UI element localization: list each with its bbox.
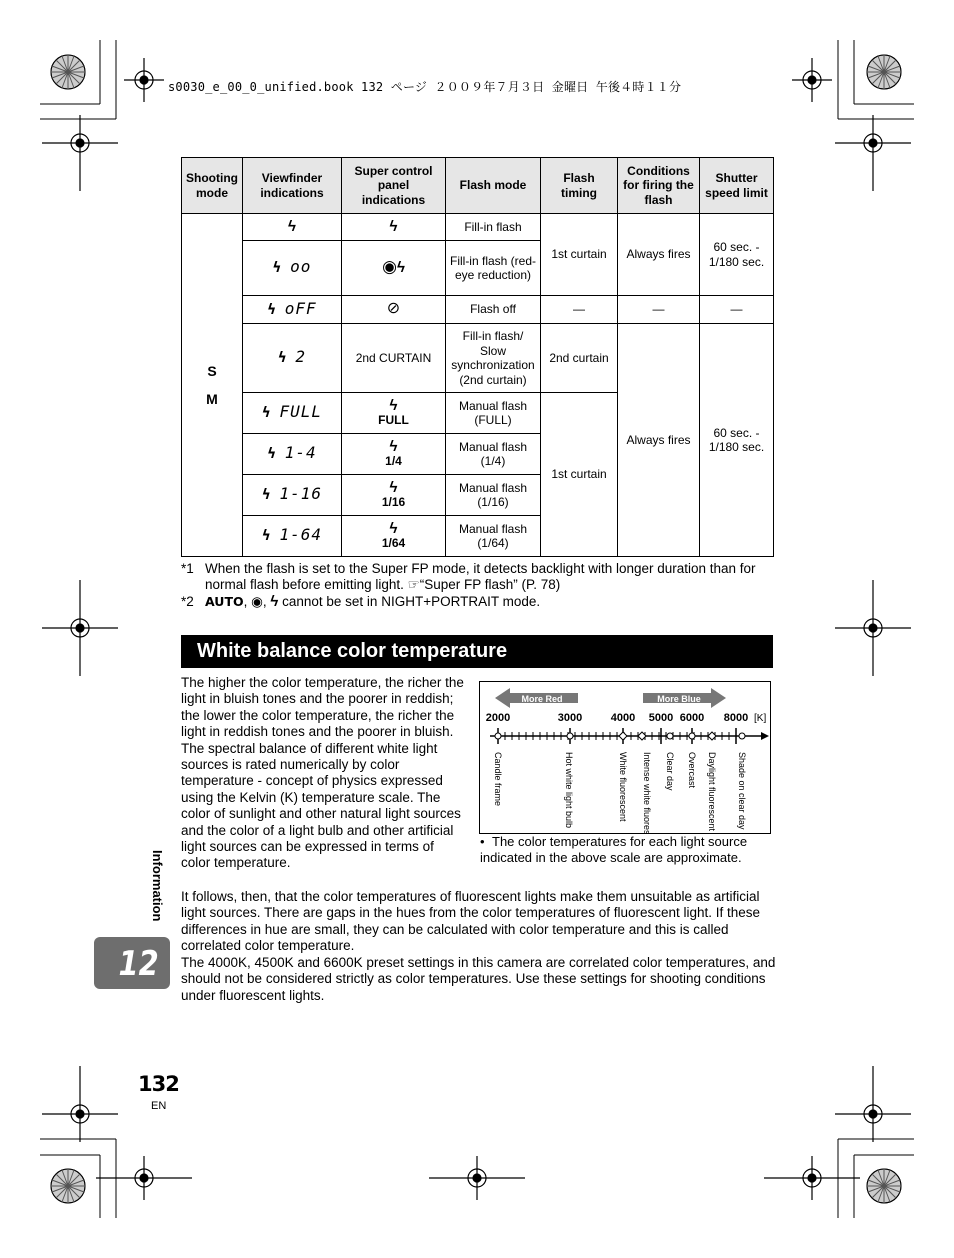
- body-paragraph-1: The higher the color temperature, the richer the light in bluish tones and the poorer in reddish; the lower the color temperature, the richer the light in reddish tones and the poorer in bluish. The spectral balance of different white light sources is rated numerically by color temperature - concept of physics expressed using the Kelvin (K) temperature scale. The color of sunlight and other natural light sources and the color of a light bulb and other artificial light sources can be expressed in terms of color temperature.: [181, 675, 464, 871]
- scale-note-text: The color temperatures for each light source indicated in the above scale are approximate.: [480, 834, 748, 865]
- source-label: Candle frame: [493, 752, 503, 807]
- marker-overcast: [689, 733, 695, 739]
- footnote-number: *2: [181, 594, 194, 609]
- flash-icon: ϟ: [389, 437, 398, 455]
- flash-icon: ϟ: [389, 217, 398, 235]
- scp-cell: [342, 214, 446, 241]
- body-paragraph-3: The 4000K, 4500K and 6600K preset settings in this camera are correlated color temperatures, and should not be considered strictly as color temperatures. Use these settings for shooting conditions under fluorescent lights.: [181, 955, 776, 1003]
- col-header-super-control-panel: Super control panel indications: [342, 158, 446, 214]
- more-red-label: More Red: [521, 694, 563, 704]
- vf-cell: [243, 241, 342, 296]
- tick-label: 8000: [723, 712, 749, 724]
- scp-label: FULL: [378, 413, 409, 427]
- vf-cell: [243, 434, 342, 475]
- shutter-limit-cell: 60 sec. - 1/180 sec.: [700, 214, 774, 296]
- flash-mode-cell: Fill-in flash: [446, 214, 541, 241]
- scale-note: • The color temperatures for each light source indicated in the above scale are approximate.: [480, 834, 748, 865]
- flash-icon: ϟ: [389, 519, 398, 537]
- source-label: Overcast: [687, 752, 697, 789]
- auto-label: AUTO: [205, 594, 244, 609]
- vf-indication: 1-16: [279, 484, 322, 504]
- col-header-conditions: Conditions for firing the flash: [618, 158, 700, 214]
- file-header-line: s0030_e_00_0_unified.book 132 ページ ２００９年７月３日 金曜日 午後４時１１分: [168, 80, 682, 94]
- footnote-number: *1: [181, 561, 194, 576]
- marker-shade: [739, 733, 745, 739]
- table-row: [182, 324, 774, 393]
- body-paragraph-2: It follows, then, that the color temperatures of fluorescent lights make them unsuitable as artificial light sources. There are gaps in the hues from the color temperatures of fluorescent light. If these differences in hue are small, they can be calculated with color temperature and this is called correlated color temperature.: [181, 889, 761, 954]
- page-number: 132: [138, 1072, 179, 1096]
- flash-icon: ϟ: [262, 405, 272, 422]
- flash-icon: ϟ: [262, 487, 272, 504]
- flash-mode-table: [181, 157, 774, 557]
- flash-icon: ϟ: [389, 478, 398, 496]
- conditions-cell: Always fires: [618, 214, 700, 296]
- red-eye-icon: ◉: [382, 257, 397, 277]
- flash-mode-cell: Fill-in flash (red-eye reduction): [446, 241, 541, 296]
- section-heading-bar: [181, 635, 773, 668]
- scp-label: 1/64: [381, 536, 406, 550]
- col-header-viewfinder: Viewfinder indications: [243, 158, 342, 214]
- more-blue-label: More Blue: [657, 694, 701, 704]
- flash-icon: ϟ: [389, 396, 398, 414]
- vf-indication: 1-64: [279, 525, 322, 545]
- flash-timing-cell: —: [541, 296, 618, 324]
- flash-mode-cell: Manual flash (FULL): [446, 393, 541, 434]
- col-header-shooting-mode: Shooting mode: [182, 158, 243, 214]
- conditions-cell: Always fires: [618, 324, 700, 557]
- marker-white-fluorescent: [619, 732, 627, 740]
- conditions-cell: —: [618, 296, 700, 324]
- footnote-2: *2 AUTO, ◉, ϟ cannot be set in NIGHT+PORTRAIT mode.: [181, 593, 541, 610]
- footnote-1: [181, 561, 776, 595]
- vf-cell: [243, 296, 342, 324]
- section-title: White balance color temperature: [197, 640, 508, 662]
- flash-off-icon: ⊘: [386, 300, 401, 318]
- tick-label: 4000: [610, 712, 636, 724]
- flash-icon: ϟ: [272, 260, 283, 277]
- scp-cell: 2nd CURTAIN: [342, 324, 446, 393]
- scp-cell: [342, 516, 446, 557]
- vf-cell: [243, 324, 342, 393]
- flash-icon: ϟ: [262, 528, 272, 545]
- language-code: EN: [151, 1100, 167, 1112]
- table-header-row: [182, 158, 774, 214]
- flash-timing-cell: 2nd curtain: [541, 324, 618, 393]
- marker-candle: [495, 733, 501, 739]
- source-label: Hot white light bulb: [564, 752, 574, 829]
- vf-indication: oFF: [284, 298, 317, 318]
- tick-label: 5000: [648, 712, 674, 724]
- tick-label: 3000: [557, 712, 583, 724]
- vf-indication: 2: [295, 347, 307, 367]
- flash-mode-cell: Manual flash (1/4): [446, 434, 541, 475]
- vf-cell: [243, 475, 342, 516]
- flash-mode-cell: Flash off: [446, 296, 541, 324]
- chapter-number: 12: [118, 944, 159, 984]
- side-section-label: Information: [150, 850, 165, 922]
- vf-indication: oo: [290, 257, 312, 277]
- scp-cell: [342, 296, 446, 324]
- shutter-limit-cell: 60 sec. - 1/180 sec.: [700, 324, 774, 557]
- scp-label: 1/16: [381, 495, 406, 509]
- flash-mode-cell: Manual flash (1/64): [446, 516, 541, 557]
- flash-timing-cell: 1st curtain: [541, 214, 618, 296]
- scp-cell: [342, 434, 446, 475]
- flash-mode-cell: Fill-in flash/ Slow synchronization (2nd curtain): [446, 324, 541, 393]
- color-temperature-scale: [479, 681, 771, 834]
- col-header-flash-timing: Flash timing: [541, 158, 618, 214]
- tick-label: 2000: [485, 712, 511, 724]
- col-header-shutter-limit: Shutter speed limit: [700, 158, 774, 214]
- table-row: [182, 296, 774, 324]
- col-header-flash-mode: Flash mode: [446, 158, 541, 214]
- red-eye-icon: ◉: [251, 594, 263, 609]
- footnote-text: cannot be set in NIGHT+PORTRAIT mode.: [282, 594, 541, 609]
- flash-icon: ϟ: [396, 259, 405, 277]
- marker-clear-day: [667, 733, 673, 739]
- unit-label: [K]: [754, 713, 767, 724]
- shutter-limit-cell: —: [700, 296, 774, 324]
- flash-icon: ϟ: [288, 217, 296, 235]
- mode-s: S: [207, 363, 217, 379]
- tick-label: 6000: [679, 712, 705, 724]
- footnote-text: When the flash is set to the Super FP mode, it detects backlight with longer duration than for normal flash before emitting light. ☞“Super FP flash” (P. 78): [205, 561, 756, 592]
- flash-timing-cell: 1st curtain: [541, 393, 618, 557]
- vf-cell: [243, 214, 342, 241]
- flash-icon: ϟ: [267, 301, 277, 318]
- vf-cell: [243, 393, 342, 434]
- shooting-mode-cell: [182, 214, 243, 557]
- vf-cell: [243, 516, 342, 557]
- chapter-tab: [94, 937, 170, 989]
- vf-indication: FULL: [279, 402, 322, 422]
- flash-icon: ϟ: [270, 593, 279, 610]
- mode-m: M: [206, 391, 218, 407]
- source-label: Intense white fluorescent: [642, 752, 652, 833]
- scp-label: 1/4: [385, 454, 402, 468]
- source-label: Daylight fluorescent: [707, 752, 717, 832]
- table-row: [182, 214, 774, 241]
- scp-cell: [342, 475, 446, 516]
- source-label: White fluorescent: [618, 752, 628, 822]
- scp-cell: [342, 393, 446, 434]
- source-label: Shade on clear day: [737, 752, 747, 830]
- scp-cell: [342, 241, 446, 296]
- flash-mode-cell: Manual flash (1/16): [446, 475, 541, 516]
- marker-hot-white-bulb: [567, 733, 573, 739]
- flash-icon: ϟ: [267, 446, 277, 463]
- vf-indication: 1-4: [284, 443, 317, 463]
- flash-icon: ϟ: [277, 350, 288, 367]
- source-label: Clear day: [665, 752, 675, 791]
- scale-arrowhead: [761, 732, 769, 740]
